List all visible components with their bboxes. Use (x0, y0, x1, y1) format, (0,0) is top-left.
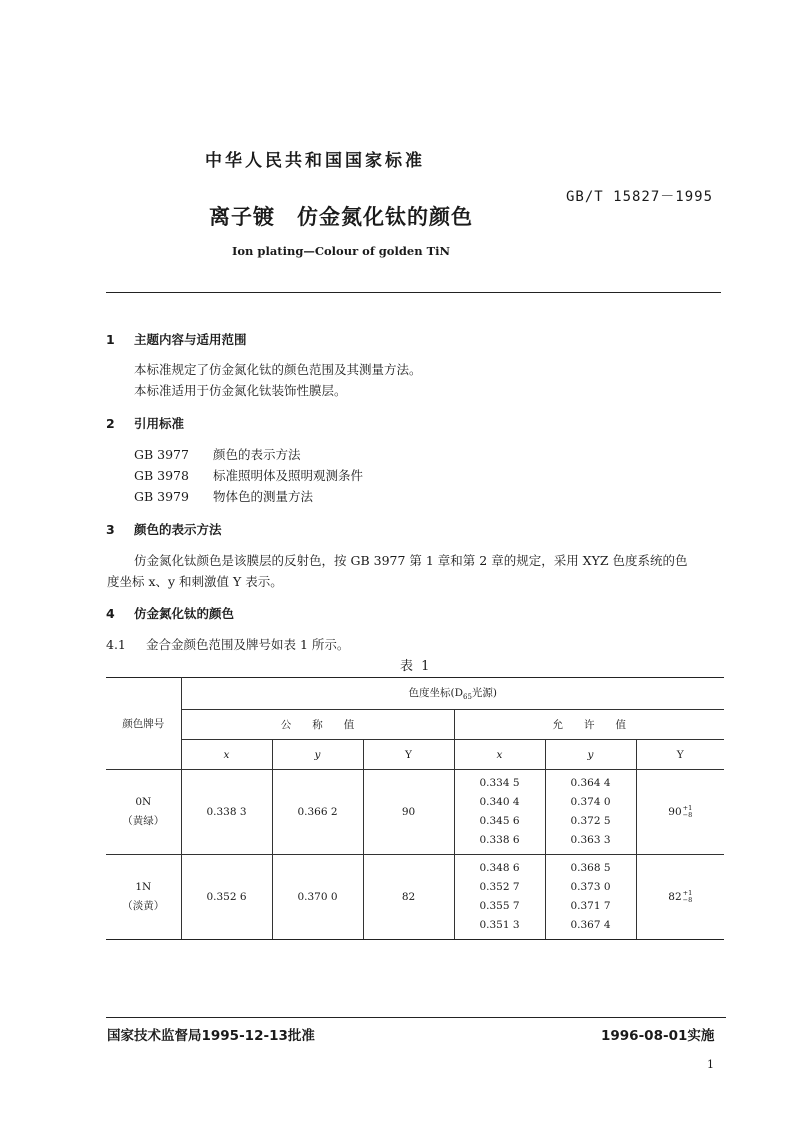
section-4-number: 4 (106, 606, 115, 621)
axis-label: Y (363, 740, 454, 770)
section-2-number: 2 (106, 416, 115, 431)
section-2-heading (106, 414, 184, 432)
tolerance-lower: −8 (682, 811, 693, 819)
table-row (106, 770, 724, 855)
allowed-y-value: 0.371 7 (570, 900, 611, 912)
approval-line: 国家技术监督局1995-12-13批准 (107, 1028, 315, 1044)
section-1-heading (106, 330, 247, 348)
allowed-x-value: 0.351 3 (479, 919, 520, 931)
axis-label: Y (636, 740, 724, 770)
nominal-x: 0.352 6 (181, 855, 272, 940)
nominal-value-header: 公 称 值 (181, 710, 454, 740)
allowed-y-value: 0.363 3 (570, 834, 611, 846)
footer-rule (106, 1017, 726, 1018)
section-3-number: 3 (106, 522, 115, 537)
national-standard-title: 中华人民共和国国家标准 (205, 151, 425, 171)
allowed-Y-value: 90 (668, 806, 682, 818)
tolerance (683, 890, 693, 904)
allowed-y-value: 0.372 5 (570, 815, 611, 827)
allowed-x-value: 0.352 7 (479, 881, 520, 893)
reference-name: 物体色的测量方法 (213, 489, 314, 504)
allowed-x-value: 0.345 6 (479, 815, 520, 827)
allowed-Y (636, 770, 724, 855)
section-1-paragraph-1: 本标准规定了仿金氮化钛的颜色范围及其测量方法。 (134, 362, 422, 377)
tolerance-lower: −8 (682, 896, 693, 904)
axis-label: y (545, 740, 636, 770)
implementation-date: 1996-08-01实施 (601, 1028, 715, 1044)
grade-description: （黄绿） (122, 815, 165, 827)
axis-label: y (272, 740, 363, 770)
allowed-y-value: 0.373 0 (570, 881, 611, 893)
grade-cell (106, 855, 181, 940)
allowed-value-header: 允 许 值 (454, 710, 724, 740)
reference-name: 标准照明体及照明观测条件 (213, 468, 364, 483)
chromaticity-header (181, 678, 724, 710)
tolerance-upper: +1 (682, 804, 693, 812)
standard-number: GB/T 15827－1995 (566, 189, 714, 205)
allowed-Y (636, 855, 724, 940)
reference-item (134, 466, 363, 484)
tolerance (683, 805, 693, 819)
allowed-y-value: 0.364 4 (570, 777, 611, 789)
reference-name: 颜色的表示方法 (213, 447, 301, 462)
nominal-x: 0.338 3 (181, 770, 272, 855)
clause-4-1-number: 4.1 (106, 637, 126, 652)
allowed-x-list (454, 770, 545, 855)
reference-code: GB 3977 (134, 447, 189, 462)
allowed-x-value: 0.338 6 (479, 834, 520, 846)
section-3-paragraph-line-1: 仿金氮化钛颜色是该膜层的反射色，按 GB 3977 第 1 章和第 2 章的规定，采用 XYZ 色度系统的色 (134, 553, 688, 568)
section-3-paragraph-line-2: 度坐标 x、y 和刺激值 Y 表示。 (107, 574, 283, 589)
document-title-english: Ion plating—Colour of golden TiN (232, 244, 451, 258)
nominal-Y: 82 (363, 855, 454, 940)
grade-cell (106, 770, 181, 855)
allowed-Y-value: 82 (668, 891, 682, 903)
grade-code: 1N (135, 881, 152, 893)
section-3-heading (106, 520, 222, 538)
axis-label: x (454, 740, 545, 770)
allowed-y-value: 0.374 0 (570, 796, 611, 808)
table-row (106, 855, 724, 940)
section-3-title: 颜色的表示方法 (134, 522, 222, 537)
clause-4-1 (106, 635, 349, 653)
reference-item (134, 487, 313, 505)
page-number: 1 (707, 1058, 714, 1071)
axis-label: x (181, 740, 272, 770)
clause-4-1-text: 金合金颜色范围及牌号如表 1 所示。 (146, 637, 350, 652)
reference-code: GB 3979 (134, 489, 189, 504)
allowed-x-value: 0.340 4 (479, 796, 520, 808)
header-rule (106, 292, 721, 293)
section-1-number: 1 (106, 332, 115, 347)
nominal-y: 0.370 0 (272, 855, 363, 940)
allowed-y-list (545, 770, 636, 855)
table-caption: 表 1 (400, 659, 432, 674)
section-1-paragraph-2: 本标准适用于仿金氮化钛装饰性膜层。 (134, 383, 347, 398)
document-title-chinese: 离子镀 仿金氮化钛的颜色 (209, 205, 473, 229)
allowed-y-list (545, 855, 636, 940)
allowed-y-value: 0.368 5 (570, 862, 611, 874)
section-4-heading (106, 604, 234, 622)
tolerance-upper: +1 (682, 889, 693, 897)
section-1-title: 主题内容与适用范围 (134, 332, 247, 347)
reference-item (134, 445, 301, 463)
allowed-x-value: 0.334 5 (479, 777, 520, 789)
allowed-x-list (454, 855, 545, 940)
grade-code: 0N (135, 796, 152, 808)
allowed-x-value: 0.348 6 (479, 862, 520, 874)
grade-description: （淡黄） (122, 900, 165, 912)
chromaticity-header-text: 色度坐标($D_{65}$光源) (408, 687, 498, 702)
section-2-title: 引用标准 (134, 416, 185, 431)
colour-range-table (106, 677, 724, 940)
allowed-y-value: 0.367 4 (570, 919, 611, 931)
allowed-x-value: 0.355 7 (479, 900, 520, 912)
nominal-Y: 90 (363, 770, 454, 855)
grade-column-header: 颜色牌号 (106, 678, 181, 770)
nominal-y: 0.366 2 (272, 770, 363, 855)
section-4-title: 仿金氮化钛的颜色 (134, 606, 235, 621)
reference-code: GB 3978 (134, 468, 189, 483)
